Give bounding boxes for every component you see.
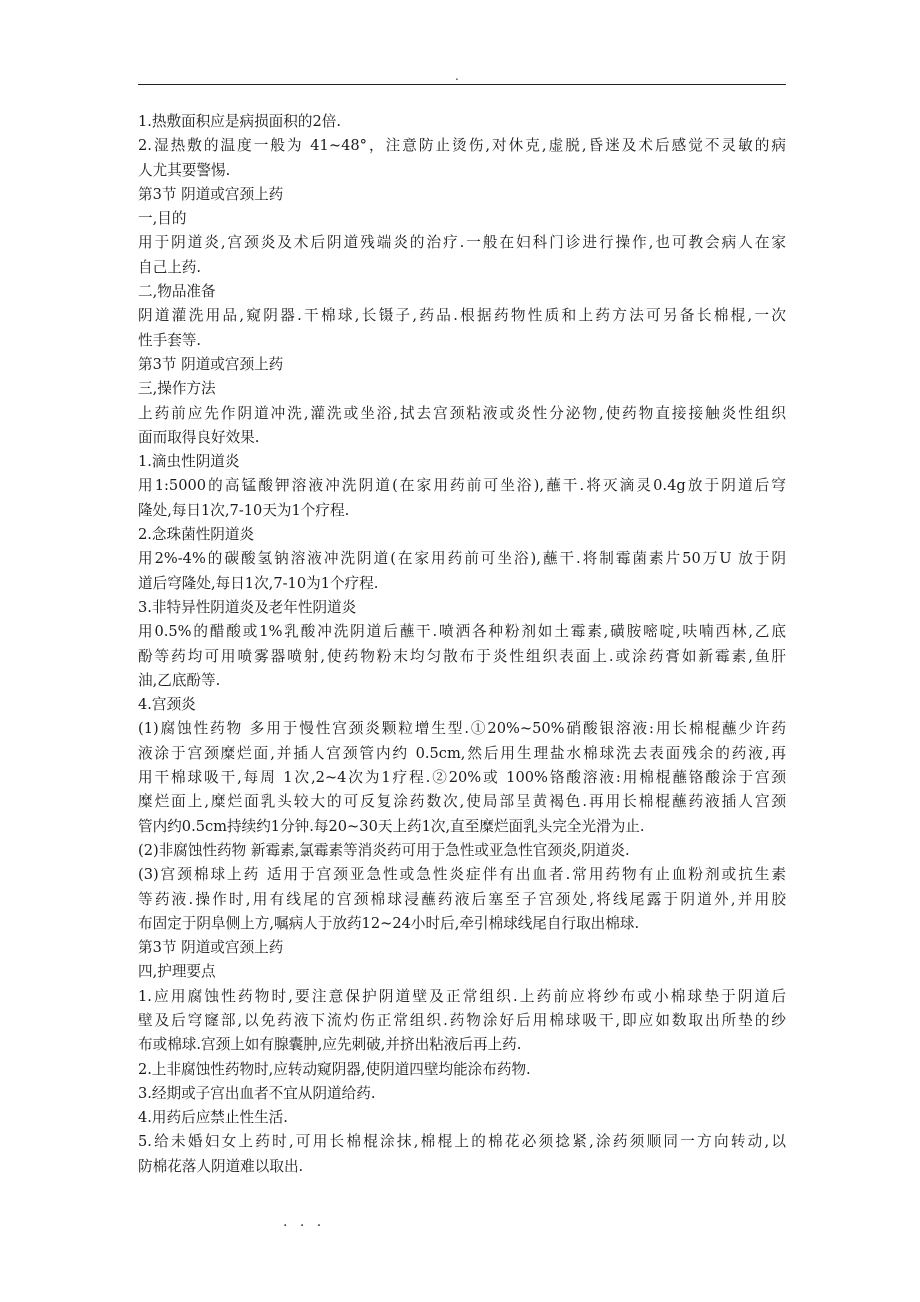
text-line: 5.给未婚妇女上药时,可用长棉棍涂抹,棉棍上的棉花必须捻紧,涂药须顺同一方向转动,以 [138, 1133, 786, 1151]
text-line: 3.经期或子宫出血者不宜从阴道给药. [138, 1084, 376, 1102]
header-rule [138, 84, 786, 85]
text-line: 第3节 阴道或宫颈上药 [138, 355, 284, 373]
text-line: 1.热敷面积应是病损面积的2倍. [138, 113, 341, 130]
text-line: (2)非腐蚀性药物 新霉素,氯霉素等消炎药可用于急性或亚急性官颈炎,阴道炎. [138, 841, 630, 859]
text-line: 2.上非腐蚀性药物时,应转动窥阴器,使阴道四壁均能涂布药物. [138, 1060, 531, 1078]
text-line: 用干棉球吸干,每周 1次,2~4次为1疗程.②20%或 100%铬酸溶液:用棉棍蘸铬酸涂于宫颈 [138, 769, 786, 787]
text-line: (3)宫颈棉球上药 适用于宫颈亚急性或急性炎症伴有出血者.常用药物有止血粉剂或抗生素 [138, 866, 786, 884]
text-line: 等药液.操作时,用有线尾的宫颈棉球浸蘸药液后塞至子宫颈处,将线尾露于阴道外,并用胶 [138, 890, 786, 908]
text-line: 2.湿热敷的温度一般为 41~48°，注意防止烫伤,对休克,虚脱,昏迷及术后感觉不灵敏的病 [138, 137, 786, 155]
document-body [138, 110, 786, 1179]
text-line: 一,目的 [138, 210, 187, 228]
text-line: 阴道灌洗用品,窥阴器.干棉球,长镊子,药品.根据药物性质和上药方法可另备长棉棍,一次 [138, 307, 786, 325]
footer-mark: . . . [283, 1214, 326, 1230]
text-line: 管内约0.5cm持续约1分钟.每20~30天上药1次,直至糜烂面乳头完全光滑为止. [138, 817, 645, 835]
text-line: 液涂于宫颈糜烂面,并插人宫颈管内约 0.5cm,然后用生理盐水棉球洗去表面残余的药液,再 [138, 744, 786, 762]
text-line: 用0.5%的醋酸或1%乳酸冲洗阴道后蘸干.喷洒各种粉剂如土霉素,磺胺嘧啶,呋喃西林,乙底 [138, 623, 786, 641]
text-line: 道后穹隆处,每日1次,7-10为1个疗程. [138, 574, 379, 592]
text-line: 1.滴虫性阴道炎 [138, 453, 240, 471]
text-line: 酚等药均可用喷雾器喷射,使药物粉末均匀散布于炎性组织表面上.或涂药膏如新霉素,鱼肝 [138, 647, 786, 665]
text-line: 上药前应先作阴道冲洗,灌洗或坐浴,拭去宫颈粘液或炎性分泌物,使药物直接接触炎性组织 [138, 404, 786, 422]
text-line: 糜烂面上,糜烂面乳头较大的可反复涂药数次,使局部呈黄褐色.再用长棉棍蘸药液插人宫颈 [138, 793, 786, 811]
text-line: 4.用药后应禁止性生活. [138, 1109, 288, 1127]
text-line: 性手套等. [138, 331, 202, 349]
text-line: 4.宫颈炎 [138, 696, 196, 714]
text-line: 第3节 阴道或宫颈上药 [138, 185, 284, 203]
text-line: 四,护理要点 [138, 963, 216, 981]
text-line: 自己上药. [138, 258, 202, 276]
text-line: 用1:5000的高锰酸钾溶液冲洗阴道(在家用药前可坐浴),蘸干.将灭滴灵0.4g放于阴道后穹 [138, 477, 786, 495]
header-mark: . [455, 69, 459, 83]
text-line: 壁及后穹窿部,以免药液下流灼伤正常组织.药物涂好后用棉球吸干,即应如数取出所垫的纱 [138, 1011, 786, 1029]
text-line: 第3节 阴道或宫颈上药 [138, 939, 284, 957]
text-line: 二,物品准备 [138, 283, 216, 301]
text-line: 油,乙底酚等. [138, 671, 221, 689]
text-line: 防棉花落人阴道难以取出. [138, 1157, 304, 1175]
text-line: 三,操作方法 [138, 380, 216, 398]
text-line: 隆处,每日1次,7-10天为1个疗程. [138, 501, 350, 519]
text-line: 2.念珠菌性阴道炎 [138, 526, 255, 544]
text-line: (1)腐蚀性药物 多用于慢性宫颈炎颗粒增生型.①20%~50%硝酸银溶液:用长棉棍蘸少许药 [138, 720, 786, 738]
text-line: 布固定于阴阜侧上方,嘱病人于放药12~24小时后,牵引棉球线尾自行取出棉球. [138, 914, 640, 932]
text-line: 用于阴道炎,宫颈炎及术后阴道残端炎的治疗.一般在妇科门诊进行操作,也可教会病人在家 [138, 234, 786, 252]
text-line: 用2%-4%的碳酸氢钠溶液冲洗阴道(在家用药前可坐浴),蘸干.将制霉菌素片50万U 放于阴 [138, 550, 786, 568]
text-line: 3.非特异性阴道炎及老年性阴道炎 [138, 598, 357, 616]
text-line: 1.应用腐蚀性药物时,要注意保护阴道壁及正常组织.上药前应将纱布或小棉球垫于阴道后 [138, 987, 786, 1005]
text-line: 人尤其要警惕. [138, 161, 231, 179]
text-line: 面而取得良好效果. [138, 428, 260, 446]
text-line: 布或棉球.宫颈上如有腺囊肿,应先刺破,并挤出粘液后再上药. [138, 1036, 522, 1054]
